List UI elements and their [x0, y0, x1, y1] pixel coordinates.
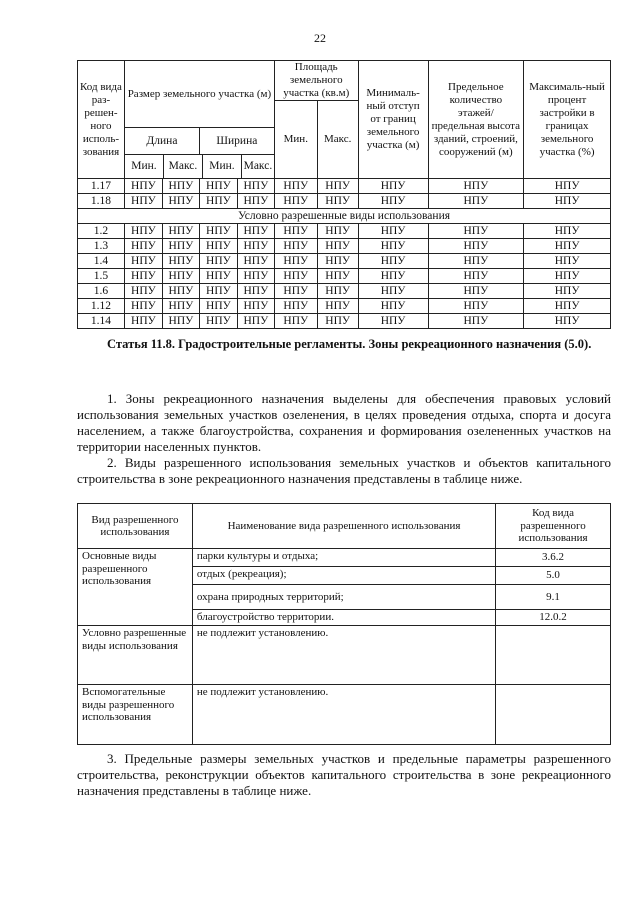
row-value: НПУ [524, 194, 611, 209]
row-value: НПУ [428, 254, 524, 269]
row-value: НПУ [162, 179, 199, 194]
row-value: НПУ [428, 224, 524, 239]
row-value: НПУ [317, 194, 358, 209]
row-value: НПУ [237, 239, 274, 254]
row-value: НПУ [317, 179, 358, 194]
row-value: НПУ [124, 284, 162, 299]
row-value: НПУ [124, 224, 162, 239]
row-value: НПУ [317, 239, 358, 254]
header-coverage: Максималь-ный процент застройки в границах земельного участка (%) [524, 61, 611, 179]
table-row [78, 284, 611, 299]
row-value: НПУ [199, 194, 237, 209]
table-row [78, 269, 611, 284]
row-value: НПУ [162, 299, 199, 314]
row-value: НПУ [124, 194, 162, 209]
header-code: Код вида раз-решен-ного исполь-зования [78, 61, 125, 179]
row-value: НПУ [317, 284, 358, 299]
row-value: НПУ [358, 239, 428, 254]
row-value: НПУ [199, 179, 237, 194]
row-value: НПУ [162, 314, 199, 329]
use-code: 12.0.2 [496, 610, 611, 626]
row-code: 1.12 [78, 299, 125, 314]
header-length-min: Мин. [125, 155, 164, 178]
row-value: НПУ [428, 314, 524, 329]
table-row [78, 299, 611, 314]
row-value: НПУ [199, 224, 237, 239]
row-code: 1.17 [78, 179, 125, 194]
row-value: НПУ [237, 314, 274, 329]
row-value: НПУ [274, 194, 317, 209]
row-value: НПУ [237, 254, 274, 269]
row-value: НПУ [274, 314, 317, 329]
row-value: НПУ [124, 299, 162, 314]
row-value: НПУ [237, 194, 274, 209]
row-value: НПУ [358, 284, 428, 299]
header-area: Площадь земельного участка (кв.м) [274, 61, 358, 101]
header-width: Ширина [216, 135, 258, 147]
row-value: НПУ [428, 284, 524, 299]
row-value: НПУ [274, 299, 317, 314]
row-value: НПУ [317, 254, 358, 269]
header-setback: Минималь-ный отступ от границ земельного участка (м) [358, 61, 428, 179]
row-value: НПУ [317, 269, 358, 284]
row-value: НПУ [199, 284, 237, 299]
row-value: НПУ [358, 269, 428, 284]
row-value: НПУ [524, 299, 611, 314]
row-code: 1.4 [78, 254, 125, 269]
header-type: Вид разрешенного использования [78, 504, 193, 549]
row-value: НПУ [428, 194, 524, 209]
header-floors: Предельное количество этажей/ предельная высота зданий, строений, сооружений (м) [428, 61, 524, 179]
row-value: НПУ [524, 179, 611, 194]
row-value: НПУ [199, 314, 237, 329]
row-code: 1.5 [78, 269, 125, 284]
row-value: НПУ [274, 269, 317, 284]
use-name: отдых (рекреация); [192, 567, 495, 585]
section-label: Условно разрешенные виды использования [78, 209, 611, 224]
row-code: 1.18 [78, 194, 125, 209]
auxiliary-uses-code [496, 685, 611, 745]
row-value: НПУ [317, 224, 358, 239]
use-code: 9.1 [496, 585, 611, 610]
row-code: 1.2 [78, 224, 125, 239]
row-value: НПУ [162, 254, 199, 269]
use-code: 5.0 [496, 567, 611, 585]
row-value: НПУ [237, 269, 274, 284]
table-row [78, 239, 611, 254]
header-width-min: Мин. [203, 155, 242, 178]
row-value: НПУ [358, 314, 428, 329]
row-value: НПУ [162, 269, 199, 284]
table-row [78, 194, 611, 209]
row-value: НПУ [237, 284, 274, 299]
page-number: 22 [314, 31, 326, 45]
row-value: НПУ [358, 179, 428, 194]
row-value: НПУ [162, 239, 199, 254]
article-heading: Статья 11.8. Градостроительные регламенты. Зоны рекреационного назначения (5.0). [107, 337, 592, 351]
conditional-uses-label: Условно разрешенные виды использования [78, 626, 193, 685]
header-width-max: Макс. [243, 160, 273, 172]
row-value: НПУ [274, 179, 317, 194]
row-value: НПУ [274, 224, 317, 239]
row-value: НПУ [237, 299, 274, 314]
row-code: 1.3 [78, 239, 125, 254]
use-code: 3.6.2 [496, 549, 611, 567]
header-length-max: Макс. [164, 155, 203, 178]
header-area-max: Макс. [317, 101, 358, 179]
paragraph-1: 1. Зоны рекреационного назначения выделены для обеспечения правовых условий использования земельных участков озеленения, в целях проведения отдыха, спорта и досуга населением, а также благоустройства, сохранения и формирования озелененных участков на территории населенных пунктов. [77, 391, 611, 454]
row-value: НПУ [124, 179, 162, 194]
paragraph-3: 3. Предельные размеры земельных участков и предельные параметры разрешенного строительства, реконструкции объектов капитального строительства в зоне рекреационного назначения представлены в таблице ниже. [77, 751, 611, 798]
row-value: НПУ [124, 314, 162, 329]
paragraph-2: 2. Виды разрешенного использования земельных участков и объектов капитального строительства в зоне рекреационного назначения представлены в таблице ниже. [77, 455, 611, 486]
header-name: Наименование вида разрешенного использования [192, 504, 495, 549]
row-value: НПУ [274, 239, 317, 254]
header-size: Размер земельного участка (м) [124, 61, 274, 128]
row-value: НПУ [428, 299, 524, 314]
row-code: 1.6 [78, 284, 125, 299]
row-value: НПУ [199, 239, 237, 254]
row-value: НПУ [524, 269, 611, 284]
row-value: НПУ [358, 299, 428, 314]
main-uses-label: Основные виды разрешенного использования [78, 549, 193, 626]
header-area-min: Мин. [274, 101, 317, 179]
table-row [78, 224, 611, 239]
row-value: НПУ [274, 254, 317, 269]
row-value: НПУ [162, 194, 199, 209]
parameters-table [77, 60, 611, 329]
row-value: НПУ [162, 284, 199, 299]
row-value: НПУ [317, 299, 358, 314]
row-value: НПУ [524, 254, 611, 269]
row-value: НПУ [358, 194, 428, 209]
table-row [78, 179, 611, 194]
row-value: НПУ [317, 314, 358, 329]
row-value: НПУ [124, 239, 162, 254]
row-value: НПУ [199, 299, 237, 314]
row-value: НПУ [358, 254, 428, 269]
use-name: охрана природных территорий; [192, 585, 495, 610]
header-length: Длина [125, 128, 200, 154]
auxiliary-uses-label: Вспомогательные виды разрешенного использования [78, 685, 193, 745]
row-value: НПУ [237, 224, 274, 239]
row-value: НПУ [524, 239, 611, 254]
uses-table [77, 503, 611, 745]
row-value: НПУ [428, 239, 524, 254]
table-row [78, 254, 611, 269]
row-value: НПУ [199, 269, 237, 284]
row-value: НПУ [428, 269, 524, 284]
use-name: благоустройство территории. [192, 610, 495, 626]
auxiliary-uses-value: не подлежит установлению. [192, 685, 495, 745]
row-value: НПУ [428, 179, 524, 194]
row-value: НПУ [358, 224, 428, 239]
row-value: НПУ [124, 269, 162, 284]
row-value: НПУ [237, 179, 274, 194]
row-value: НПУ [524, 284, 611, 299]
header-code: Код вида разрешенного использования [496, 504, 611, 549]
table-row [78, 314, 611, 329]
row-value: НПУ [274, 284, 317, 299]
row-value: НПУ [162, 224, 199, 239]
use-name: парки культуры и отдыха; [192, 549, 495, 567]
row-code: 1.14 [78, 314, 125, 329]
row-value: НПУ [199, 254, 237, 269]
row-value: НПУ [524, 224, 611, 239]
row-value: НПУ [124, 254, 162, 269]
conditional-uses-value: не подлежит установлению. [192, 626, 495, 685]
conditional-uses-code [496, 626, 611, 685]
row-value: НПУ [524, 314, 611, 329]
